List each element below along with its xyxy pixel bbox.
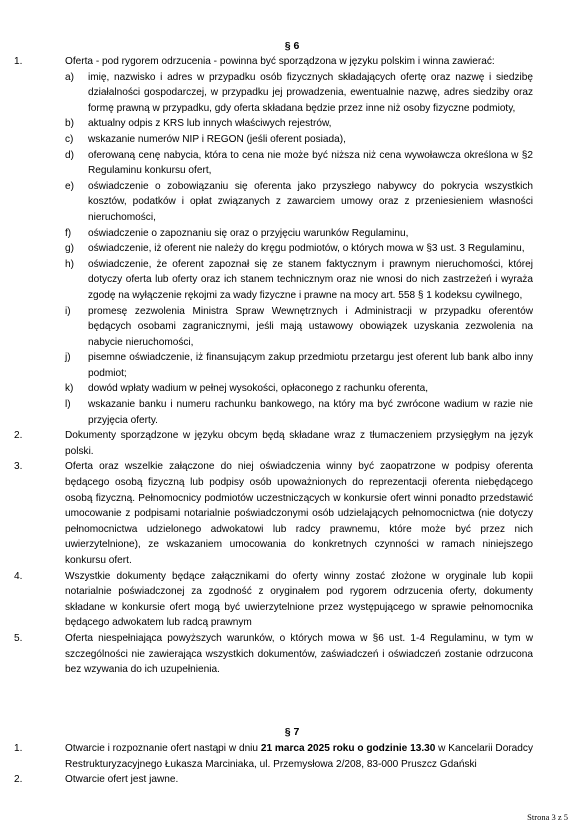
sub-item — [65, 350, 533, 381]
item-number: 2. — [14, 774, 23, 786]
sub-letter: g) — [65, 243, 74, 255]
sub-text: oświadczenie o zapoznaniu się oraz o przyjęciu warunków Regulaminu, — [88, 227, 409, 239]
item-number: 4. — [14, 570, 23, 582]
sub-letter: i) — [65, 305, 71, 317]
sub-letter: e) — [65, 180, 74, 192]
sub-item — [65, 397, 533, 428]
item-number: 1. — [14, 743, 23, 754]
sub-text: oświadczenie, iż oferent nie należy do kręgu podmiotów, o których mowa w §3 ust. 3 Regulaminu, — [88, 243, 525, 255]
section-7-title: § 7 — [284, 726, 300, 738]
sub-letter: h) — [65, 258, 74, 270]
sub-item — [65, 132, 533, 148]
page-number: Strona 3 z 5 — [527, 812, 568, 822]
sub-item — [65, 70, 533, 117]
sub-letter: b) — [65, 118, 74, 130]
sub-item — [65, 116, 533, 132]
date-time-bold: 21 marca 2025 roku o godzinie 13.30 — [260, 743, 436, 754]
section-6-title: § 6 — [284, 40, 300, 52]
sub-item — [65, 241, 533, 257]
sub-letter: f) — [65, 227, 72, 239]
item-text — [65, 741, 533, 772]
section-6-list — [14, 54, 533, 678]
item-text: Otwarcie ofert jest jawne. — [65, 774, 179, 786]
sub-letter: c) — [65, 133, 74, 145]
item-number: 1. — [14, 56, 23, 67]
sub-item — [65, 179, 533, 226]
sub-letter: a) — [65, 71, 74, 83]
item-number: 2. — [14, 430, 23, 442]
item-text: Wszystkie dokumenty będące załącznikami do oferty winny zostać złożone w oryginale lub kopii notarialnie poświadczonej za zgodność z oryginałem pod rygorem odrzucenia oferty, dokumenty składane w konkursie ofert mogą być uwierzytelnione przez występującego w sprawie pełnomocnika będącego adwokatem lub radcą prawnym — [65, 570, 533, 629]
item-number: 3. — [14, 461, 23, 473]
sub-text: dowód wpłaty wadium w pełnej wysokości, opłaconego z rachunku oferenta, — [88, 383, 429, 395]
sub-text: oferowaną cenę nabycia, która to cena nie może być niższa niż cena wywoławcza określona w §2 Regulaminu konkursu ofert, — [88, 149, 533, 177]
sub-item — [65, 257, 533, 304]
sub-list — [65, 70, 533, 429]
list-item — [14, 772, 533, 788]
sub-text: wskazanie numerów NIP i REGON (jeśli oferent posiada), — [88, 133, 346, 145]
sub-letter: k) — [65, 383, 74, 395]
sub-item — [65, 148, 533, 179]
item-text-part: Otwarcie i rozpoznanie ofert nastąpi w dniu — [65, 743, 261, 754]
sub-text: pisemne oświadczenie, iż finansującym zakup przedmiotu przetargu jest oferent lub bank albo inny podmiot; — [88, 352, 533, 379]
list-item — [14, 569, 533, 631]
list-item — [14, 54, 533, 428]
sub-text: promesę zezwolenia Ministra Spraw Wewnętrznych i Administracji w przypadku oferentów będących osobami zagranicznymi, jeśli mają ustawowy obowiązek uzyskania zezwolenia na nabycie nieruchomości, — [88, 305, 533, 348]
sub-item — [65, 304, 533, 351]
sub-letter: l) — [65, 399, 71, 411]
list-item — [14, 741, 533, 772]
item-text: Oferta oraz wszelkie załączone do niej oświadczenia winny być zaopatrzone w podpisy oferenta będącego osobą fizyczną lub podpisy osób upoważnionych do reprezentacji oferenta niebędącego osobą fizyczną. Pełnomocnicy podmiotów uczestniczących w konkursie ofert winni ponadto przedstawić umocowanie z podpisami notarialnie poświadczonymi osób udzielających pełnomocnictwa (nie dotyczy pełnomocnictwa udzielonego adwokatowi lub radcy prawnemu, które może być przez nich uwierzytelnione), ze wskazaniem umocowania do konkretnych czynności w ramach niniejszego konkursu ofert. — [65, 461, 533, 566]
item-text: Oferta - pod rygorem odrzucenia - powinna być sporządzona w języku polskim i winna zawierać: — [65, 56, 495, 67]
list-item — [14, 631, 533, 678]
item-number: 5. — [14, 632, 23, 644]
item-text-part: w Kancelarii Doradcy Restrukturyzacyjnego Łukasza Marciniaka, ul. Przemysłowa 2/208, 83-000 Pruszcz Gdański — [65, 743, 533, 770]
sub-text: oświadczenie o zobowiązaniu się oferenta jako przyszłego nabywcy do pokrycia wszystkich kosztów, podatków i opłat związanych z zawarciem umowy oraz z przeniesieniem własności nieruchomości, — [88, 180, 533, 223]
item-text: Dokumenty sporządzone w języku obcym będą składane wraz z tłumaczeniem przysięgłym na język polski. — [65, 430, 533, 457]
item-text: Oferta niespełniająca powyższych warunków, o których mowa w §6 ust. 1-4 Regulaminu, w tym w szczególności nie zawierająca wszystkich dokumentów, zaświadczeń i oświadczeń zostanie odrzucona bez wzywania do ich uzupełnienia. — [65, 632, 533, 676]
sub-text: imię, nazwisko i adres w przypadku osób fizycznych składających ofertę oraz nazwę i siedzibę działalności gospodarczej, w przypadku jej prowadzenia, ewentualnie nazwę, adres siedziby oraz formę prawną w przypadku, gdy oferta składana będzie przez inne niż osoby fizyczne podmioty, — [88, 71, 533, 114]
section-7-list — [14, 741, 533, 788]
sub-item — [65, 226, 533, 242]
list-item — [14, 459, 533, 568]
sub-text: oświadczenie, że oferent zapoznał się ze stanem faktycznym i prawnym nieruchomości, której dotyczy oferta lub oferty oraz ich stanem technicznym oraz nie wnosi do nich zastrzeżeń i wyraża zgodę na wyłączenie rękojmi za wady fizyczne i prawne na mocy art. 558 § 1 kodeksu cywilnego, — [88, 258, 533, 301]
sub-text: aktualny odpis z KRS lub innych właściwych rejestrów, — [88, 118, 332, 130]
list-item — [14, 428, 533, 459]
sub-letter: j) — [65, 352, 71, 364]
sub-item — [65, 381, 533, 397]
sub-text: wskazanie banku i numeru rachunku bankowego, na który ma być zwrócone wadium w razie nie przyjęcia oferty. — [88, 399, 533, 426]
sub-letter: d) — [65, 149, 74, 161]
